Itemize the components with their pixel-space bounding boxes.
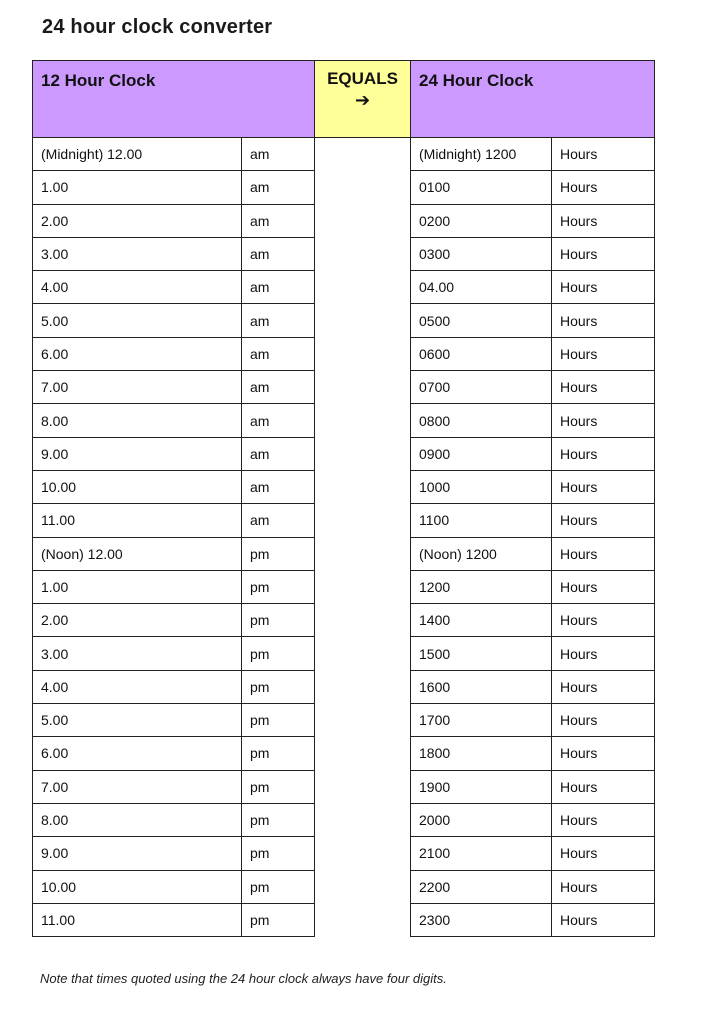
table-row bbox=[33, 537, 655, 570]
cell-24-hour-time: 0900 bbox=[411, 437, 552, 470]
cell-hours-unit: Hours bbox=[552, 570, 655, 603]
header-12-hour-clock: 12 Hour Clock bbox=[33, 61, 315, 138]
cell-equals-blank bbox=[315, 470, 411, 503]
cell-hours-unit: Hours bbox=[552, 870, 655, 903]
table-body bbox=[33, 138, 655, 937]
cell-12-hour-time: 2.00 bbox=[33, 604, 242, 637]
table-row bbox=[33, 670, 655, 703]
cell-12-hour-time: 11.00 bbox=[33, 903, 242, 936]
table-row bbox=[33, 271, 655, 304]
cell-24-hour-time: 2300 bbox=[411, 903, 552, 936]
cell-12-hour-time: 2.00 bbox=[33, 204, 242, 237]
table-row bbox=[33, 304, 655, 337]
table-row bbox=[33, 803, 655, 836]
cell-equals-blank bbox=[315, 903, 411, 936]
cell-hours-unit: Hours bbox=[552, 138, 655, 171]
header-24-hour-clock: 24 Hour Clock bbox=[411, 61, 655, 138]
cell-am-pm: pm bbox=[242, 637, 315, 670]
header-equals bbox=[315, 61, 411, 138]
cell-hours-unit: Hours bbox=[552, 637, 655, 670]
cell-24-hour-time: 0700 bbox=[411, 371, 552, 404]
cell-12-hour-time: 8.00 bbox=[33, 404, 242, 437]
cell-24-hour-time: 1100 bbox=[411, 504, 552, 537]
cell-equals-blank bbox=[315, 437, 411, 470]
cell-am-pm: am bbox=[242, 271, 315, 304]
table-row bbox=[33, 404, 655, 437]
cell-hours-unit: Hours bbox=[552, 404, 655, 437]
cell-hours-unit: Hours bbox=[552, 737, 655, 770]
table-row bbox=[33, 837, 655, 870]
table-row bbox=[33, 504, 655, 537]
cell-24-hour-time: 1600 bbox=[411, 670, 552, 703]
cell-equals-blank bbox=[315, 237, 411, 270]
cell-24-hour-time: 0100 bbox=[411, 171, 552, 204]
table-row bbox=[33, 570, 655, 603]
cell-24-hour-time: 2000 bbox=[411, 803, 552, 836]
cell-am-pm: am bbox=[242, 470, 315, 503]
table-row bbox=[33, 138, 655, 171]
cell-24-hour-time: 1700 bbox=[411, 704, 552, 737]
cell-equals-blank bbox=[315, 670, 411, 703]
cell-12-hour-time: 5.00 bbox=[33, 704, 242, 737]
cell-am-pm: pm bbox=[242, 870, 315, 903]
table-row bbox=[33, 437, 655, 470]
table-row bbox=[33, 204, 655, 237]
cell-hours-unit: Hours bbox=[552, 304, 655, 337]
cell-12-hour-time: (Noon) 12.00 bbox=[33, 537, 242, 570]
conversion-table bbox=[32, 60, 655, 937]
cell-hours-unit: Hours bbox=[552, 204, 655, 237]
cell-hours-unit: Hours bbox=[552, 803, 655, 836]
cell-12-hour-time: 7.00 bbox=[33, 371, 242, 404]
cell-hours-unit: Hours bbox=[552, 504, 655, 537]
cell-hours-unit: Hours bbox=[552, 770, 655, 803]
cell-24-hour-time: 1400 bbox=[411, 604, 552, 637]
cell-12-hour-time: 8.00 bbox=[33, 803, 242, 836]
cell-12-hour-time: 7.00 bbox=[33, 770, 242, 803]
cell-24-hour-time: 2200 bbox=[411, 870, 552, 903]
cell-12-hour-time: 10.00 bbox=[33, 470, 242, 503]
cell-am-pm: pm bbox=[242, 903, 315, 936]
cell-hours-unit: Hours bbox=[552, 670, 655, 703]
cell-equals-blank bbox=[315, 537, 411, 570]
table-row bbox=[33, 371, 655, 404]
cell-12-hour-time: 5.00 bbox=[33, 304, 242, 337]
cell-am-pm: pm bbox=[242, 770, 315, 803]
cell-am-pm: pm bbox=[242, 803, 315, 836]
cell-12-hour-time: 9.00 bbox=[33, 837, 242, 870]
cell-24-hour-time: 1800 bbox=[411, 737, 552, 770]
table-row bbox=[33, 704, 655, 737]
cell-hours-unit: Hours bbox=[552, 704, 655, 737]
table-row bbox=[33, 237, 655, 270]
cell-am-pm: am bbox=[242, 371, 315, 404]
cell-equals-blank bbox=[315, 770, 411, 803]
cell-24-hour-time: 0200 bbox=[411, 204, 552, 237]
cell-equals-blank bbox=[315, 604, 411, 637]
cell-24-hour-time: (Midnight) 1200 bbox=[411, 138, 552, 171]
cell-hours-unit: Hours bbox=[552, 237, 655, 270]
cell-equals-blank bbox=[315, 171, 411, 204]
cell-equals-blank bbox=[315, 138, 411, 171]
cell-equals-blank bbox=[315, 304, 411, 337]
table-header-row bbox=[33, 61, 655, 138]
cell-am-pm: pm bbox=[242, 704, 315, 737]
cell-hours-unit: Hours bbox=[552, 271, 655, 304]
table-row bbox=[33, 637, 655, 670]
cell-hours-unit: Hours bbox=[552, 337, 655, 370]
cell-am-pm: pm bbox=[242, 570, 315, 603]
cell-am-pm: am bbox=[242, 171, 315, 204]
cell-12-hour-time: 1.00 bbox=[33, 570, 242, 603]
cell-am-pm: am bbox=[242, 404, 315, 437]
cell-12-hour-time: 6.00 bbox=[33, 337, 242, 370]
cell-equals-blank bbox=[315, 803, 411, 836]
cell-am-pm: am bbox=[242, 237, 315, 270]
cell-am-pm: pm bbox=[242, 837, 315, 870]
cell-hours-unit: Hours bbox=[552, 837, 655, 870]
cell-12-hour-time: 6.00 bbox=[33, 737, 242, 770]
cell-24-hour-time: 1900 bbox=[411, 770, 552, 803]
cell-hours-unit: Hours bbox=[552, 537, 655, 570]
cell-equals-blank bbox=[315, 837, 411, 870]
table-row bbox=[33, 171, 655, 204]
table-row bbox=[33, 903, 655, 936]
cell-am-pm: am bbox=[242, 437, 315, 470]
cell-am-pm: am bbox=[242, 304, 315, 337]
cell-equals-blank bbox=[315, 404, 411, 437]
cell-am-pm: am bbox=[242, 138, 315, 171]
cell-24-hour-time: 0600 bbox=[411, 337, 552, 370]
cell-24-hour-time: (Noon) 1200 bbox=[411, 537, 552, 570]
equals-label: EQUALS bbox=[327, 69, 398, 88]
cell-12-hour-time: 3.00 bbox=[33, 637, 242, 670]
cell-24-hour-time: 0800 bbox=[411, 404, 552, 437]
cell-12-hour-time: 4.00 bbox=[33, 271, 242, 304]
cell-equals-blank bbox=[315, 570, 411, 603]
cell-hours-unit: Hours bbox=[552, 604, 655, 637]
cell-12-hour-time: 3.00 bbox=[33, 237, 242, 270]
cell-equals-blank bbox=[315, 637, 411, 670]
cell-hours-unit: Hours bbox=[552, 903, 655, 936]
cell-hours-unit: Hours bbox=[552, 371, 655, 404]
cell-12-hour-time: (Midnight) 12.00 bbox=[33, 138, 242, 171]
table-row bbox=[33, 604, 655, 637]
table-row bbox=[33, 737, 655, 770]
table-row bbox=[33, 770, 655, 803]
cell-12-hour-time: 4.00 bbox=[33, 670, 242, 703]
cell-equals-blank bbox=[315, 737, 411, 770]
cell-am-pm: pm bbox=[242, 670, 315, 703]
cell-equals-blank bbox=[315, 704, 411, 737]
table-row bbox=[33, 870, 655, 903]
cell-hours-unit: Hours bbox=[552, 171, 655, 204]
table-row bbox=[33, 337, 655, 370]
cell-equals-blank bbox=[315, 870, 411, 903]
cell-am-pm: pm bbox=[242, 737, 315, 770]
cell-24-hour-time: 2100 bbox=[411, 837, 552, 870]
cell-24-hour-time: 1000 bbox=[411, 470, 552, 503]
cell-equals-blank bbox=[315, 504, 411, 537]
cell-equals-blank bbox=[315, 204, 411, 237]
cell-am-pm: pm bbox=[242, 537, 315, 570]
cell-12-hour-time: 1.00 bbox=[33, 171, 242, 204]
cell-24-hour-time: 0300 bbox=[411, 237, 552, 270]
cell-am-pm: am bbox=[242, 204, 315, 237]
cell-12-hour-time: 11.00 bbox=[33, 504, 242, 537]
page-title: 24 hour clock converter bbox=[42, 16, 273, 38]
footnote: Note that times quoted using the 24 hour clock always have four digits. bbox=[40, 971, 447, 986]
cell-hours-unit: Hours bbox=[552, 470, 655, 503]
cell-equals-blank bbox=[315, 337, 411, 370]
cell-am-pm: am bbox=[242, 337, 315, 370]
cell-24-hour-time: 1200 bbox=[411, 570, 552, 603]
table-row bbox=[33, 470, 655, 503]
cell-equals-blank bbox=[315, 271, 411, 304]
cell-24-hour-time: 1500 bbox=[411, 637, 552, 670]
cell-am-pm: am bbox=[242, 504, 315, 537]
cell-am-pm: pm bbox=[242, 604, 315, 637]
cell-24-hour-time: 04.00 bbox=[411, 271, 552, 304]
cell-24-hour-time: 0500 bbox=[411, 304, 552, 337]
cell-equals-blank bbox=[315, 371, 411, 404]
cell-12-hour-time: 10.00 bbox=[33, 870, 242, 903]
cell-hours-unit: Hours bbox=[552, 437, 655, 470]
cell-12-hour-time: 9.00 bbox=[33, 437, 242, 470]
arrow-right-icon: ➔ bbox=[354, 90, 371, 110]
